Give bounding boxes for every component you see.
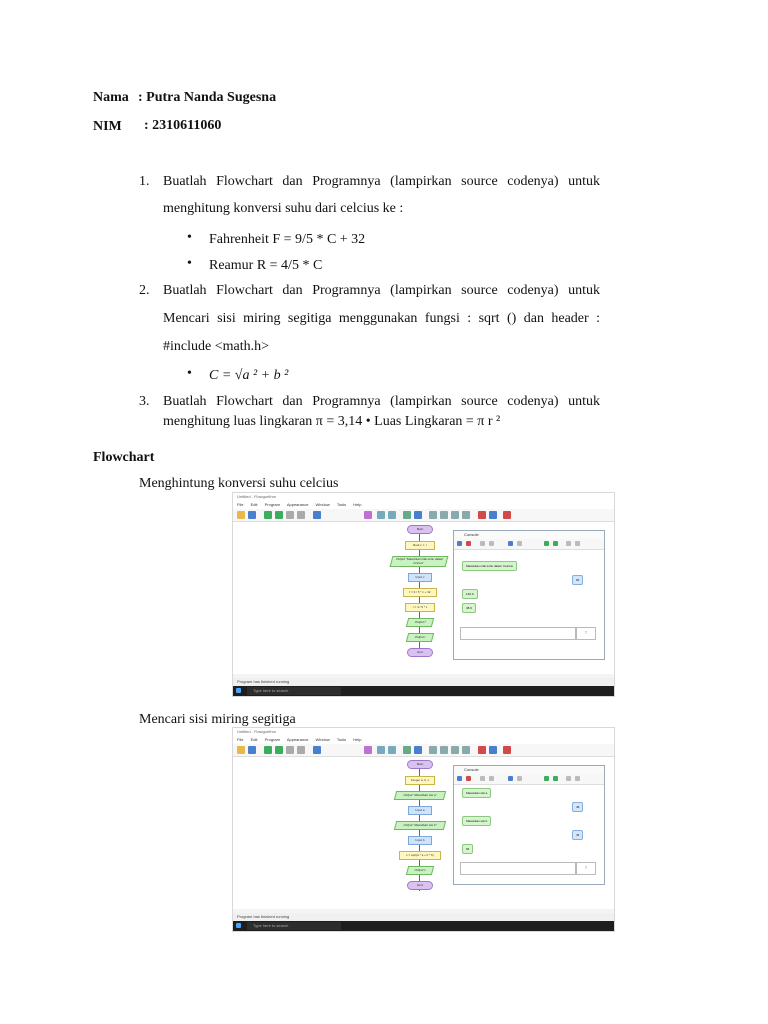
- console-icon[interactable]: [440, 511, 448, 519]
- console-pause-icon[interactable]: [566, 541, 571, 546]
- console-copy-icon[interactable]: [517, 541, 522, 546]
- console-clear-icon[interactable]: [457, 776, 462, 781]
- assign-c-node[interactable]: c = sqrt(a * a + b * b): [399, 851, 441, 860]
- assign-r-node[interactable]: r = 4 / 5 * c: [405, 603, 435, 612]
- run-icon[interactable]: [264, 511, 272, 519]
- console-run-icon[interactable]: [544, 541, 549, 546]
- menu-bar: [233, 736, 614, 744]
- menu-window[interactable]: Window: [315, 737, 330, 742]
- windows-taskbar: [233, 686, 614, 696]
- declare-node[interactable]: Integer a, b, c: [405, 776, 435, 785]
- stop-icon[interactable]: [297, 511, 305, 519]
- console-step-icon[interactable]: [553, 776, 558, 781]
- section-2-caption: Mencari sisi miring segitiga: [139, 712, 296, 727]
- task-3-line1: Buatlah Flowchart dan Programnya (lampirkan source codenya) untuk: [163, 394, 600, 409]
- move-icon[interactable]: [403, 511, 411, 519]
- console-step-icon[interactable]: [553, 541, 558, 546]
- output-prompt-a-node[interactable]: Output "Masukkan sisi a": [394, 791, 446, 800]
- task-1-number: 1.: [139, 174, 150, 189]
- input-a-node[interactable]: Input a: [408, 806, 432, 815]
- declare-node[interactable]: Real c, f, r: [405, 541, 435, 550]
- console-output-f: 140.0: [462, 589, 478, 599]
- taskbar-search[interactable]: Type here to search: [247, 687, 341, 695]
- chart-icon[interactable]: [364, 746, 372, 754]
- input-b-node[interactable]: Input b: [408, 836, 432, 845]
- taskbar-search[interactable]: Type here to search: [247, 922, 341, 930]
- color-icon[interactable]: [478, 511, 486, 519]
- menu-edit[interactable]: Edit: [250, 502, 258, 507]
- status-bar: Program has finished running: [233, 678, 614, 686]
- task-1-bullet-1: Fahrenheit F = 9/5 * C + 32: [209, 232, 366, 247]
- console-pause-icon[interactable]: [566, 776, 571, 781]
- console-run-icon[interactable]: [544, 776, 549, 781]
- task-2-line1: Buatlah Flowchart dan Programnya (lampirkan source codenya) untuk: [163, 283, 600, 298]
- save-icon[interactable]: [248, 746, 256, 754]
- nama-label: Nama: [93, 90, 129, 105]
- output-r-node[interactable]: Output r: [406, 633, 434, 642]
- flowgorithm-screenshot-1: [232, 492, 615, 697]
- layout-icon[interactable]: [414, 511, 422, 519]
- console-input-b: 45: [572, 830, 583, 840]
- console-input-a: 48: [572, 802, 583, 812]
- section-1-caption: Menghintung konversi suhu celcius: [139, 476, 339, 491]
- window-title: Untitled - Flowgorithm: [233, 728, 614, 736]
- variables-icon[interactable]: [313, 746, 321, 754]
- run-icon[interactable]: [264, 746, 272, 754]
- nim-value: : 2310611060: [144, 118, 222, 133]
- console-copy-icon[interactable]: [517, 776, 522, 781]
- open-icon[interactable]: [237, 746, 245, 754]
- console-stop-icon[interactable]: [466, 776, 471, 781]
- menu-help[interactable]: Help: [353, 737, 362, 742]
- menu-edit[interactable]: Edit: [250, 737, 258, 742]
- nama-value: : Putra Nanda Sugesna: [138, 90, 277, 105]
- console-output-msg: Masukkan nilai suhu dalam Celcius: [462, 561, 517, 571]
- menu-program[interactable]: Program: [264, 737, 280, 742]
- menu-help[interactable]: Help: [353, 502, 362, 507]
- pause-icon[interactable]: [286, 511, 294, 519]
- task-2-line3: #include <math.h>: [163, 339, 269, 354]
- console-stop-icon[interactable]: [466, 541, 471, 546]
- windows-taskbar: [233, 921, 614, 931]
- console-zoom-in-icon[interactable]: [480, 776, 485, 781]
- console-zoom-in-icon[interactable]: [480, 541, 485, 546]
- task-1-line1: Buatlah Flowchart dan Programnya (lampirkan source codenya) untuk: [163, 174, 600, 189]
- split-icon[interactable]: [462, 746, 470, 754]
- step-icon[interactable]: [275, 511, 283, 519]
- output-c-node[interactable]: Output c: [406, 866, 434, 875]
- console-output-r: 48.0: [462, 603, 476, 613]
- console-window: [453, 530, 605, 660]
- variables-icon[interactable]: [313, 511, 321, 519]
- console-zoom-out-icon[interactable]: [489, 776, 494, 781]
- console-save-icon[interactable]: [508, 776, 513, 781]
- nim-label: NIM: [93, 119, 122, 134]
- status-bar: Program has finished running: [233, 913, 614, 921]
- code-icon[interactable]: [429, 746, 437, 754]
- main-node[interactable]: Main: [407, 525, 433, 534]
- task-1-bullet-2: Reamur R = 4/5 * C: [209, 258, 323, 273]
- flowchart-canvas: [233, 757, 614, 909]
- menu-tools[interactable]: Tools: [336, 502, 347, 507]
- task-3-number: 3.: [139, 394, 150, 409]
- console-send-button[interactable]: ↑: [576, 627, 596, 640]
- chart-icon[interactable]: [364, 511, 372, 519]
- flowchart-canvas: [233, 522, 614, 674]
- input-node[interactable]: Input c: [408, 573, 432, 582]
- export-icon[interactable]: [489, 511, 497, 519]
- output-prompt-node[interactable]: Output "Masukkan nilai suhu dalam Celcius": [390, 556, 449, 567]
- open-icon[interactable]: [237, 511, 245, 519]
- assign-f-node[interactable]: f = 9 / 5 * c + 32: [403, 588, 437, 597]
- start-icon[interactable]: [236, 923, 241, 928]
- toolbar: [233, 744, 614, 757]
- zoom-out-icon[interactable]: [388, 511, 396, 519]
- console-input-field[interactable]: [460, 627, 576, 640]
- watch-icon[interactable]: [451, 746, 459, 754]
- task-2-number: 2.: [139, 283, 150, 298]
- task-2-bullet-1: C = √a ² + b ²: [209, 368, 289, 383]
- console-title: Console: [454, 531, 604, 539]
- console-output-msg-a: Masukkan sisi a: [462, 788, 491, 798]
- layout-icon[interactable]: [414, 746, 422, 754]
- task-1-line2: menghitung konversi suhu dari celcius ke :: [163, 201, 404, 216]
- flowchart-heading: Flowchart: [93, 450, 155, 465]
- flowgorithm-screenshot-2: [232, 727, 615, 932]
- settings-icon[interactable]: [503, 746, 511, 754]
- bullet-dot: •: [187, 230, 192, 245]
- console-stop2-icon[interactable]: [575, 541, 580, 546]
- console-save-icon[interactable]: [508, 541, 513, 546]
- step-icon[interactable]: [275, 746, 283, 754]
- output-prompt-b-node[interactable]: Output "Masukkan sisi b": [394, 821, 446, 830]
- menu-program[interactable]: Program: [264, 502, 280, 507]
- start-icon[interactable]: [236, 688, 241, 693]
- task-3-line2: menghitung luas lingkaran π = 3,14 • Luas Lingkaran = π r ²: [163, 414, 501, 429]
- bullet-dot: •: [187, 366, 192, 381]
- menu-appearance[interactable]: Appearance: [286, 502, 309, 507]
- toolbar: [233, 509, 614, 522]
- menu-tools[interactable]: Tools: [336, 737, 347, 742]
- output-f-node[interactable]: Output f: [406, 618, 434, 627]
- task-2-line2: Mencari sisi miring segitiga menggunakan fungsi : sqrt () dan header :: [163, 311, 600, 326]
- menu-bar: [233, 501, 614, 509]
- end-node[interactable]: End: [407, 648, 433, 657]
- menu-file[interactable]: File: [237, 737, 244, 742]
- console-stop2-icon[interactable]: [575, 776, 580, 781]
- bullet-dot: •: [187, 256, 192, 271]
- save-icon[interactable]: [248, 511, 256, 519]
- main-node[interactable]: Main: [407, 760, 433, 769]
- console-toolbar: [454, 539, 604, 550]
- window-title: Untitled - Flowgorithm: [233, 493, 614, 501]
- pause-icon[interactable]: [286, 746, 294, 754]
- watch-icon[interactable]: [451, 511, 459, 519]
- menu-window[interactable]: Window: [315, 502, 330, 507]
- split-icon[interactable]: [462, 511, 470, 519]
- menu-file[interactable]: File: [237, 502, 244, 507]
- stop-icon[interactable]: [297, 746, 305, 754]
- export-icon[interactable]: [489, 746, 497, 754]
- console-input-field[interactable]: [460, 862, 576, 875]
- console-output-msg-b: Masukkan sisi b: [462, 816, 491, 826]
- code-icon[interactable]: [429, 511, 437, 519]
- console-icon[interactable]: [440, 746, 448, 754]
- zoom-in-icon[interactable]: [377, 511, 385, 519]
- move-icon[interactable]: [403, 746, 411, 754]
- menu-appearance[interactable]: Appearance: [286, 737, 309, 742]
- console-input-msg: 60: [572, 575, 583, 585]
- console-title: Console: [454, 766, 604, 774]
- color-icon[interactable]: [478, 746, 486, 754]
- console-clear-icon[interactable]: [457, 541, 462, 546]
- console-toolbar: [454, 774, 604, 785]
- settings-icon[interactable]: [503, 511, 511, 519]
- console-zoom-out-icon[interactable]: [489, 541, 494, 546]
- console-output-c: 66: [462, 844, 473, 854]
- zoom-in-icon[interactable]: [377, 746, 385, 754]
- zoom-out-icon[interactable]: [388, 746, 396, 754]
- console-window: [453, 765, 605, 885]
- console-send-button[interactable]: ↑: [576, 862, 596, 875]
- end-node[interactable]: End: [407, 881, 433, 890]
